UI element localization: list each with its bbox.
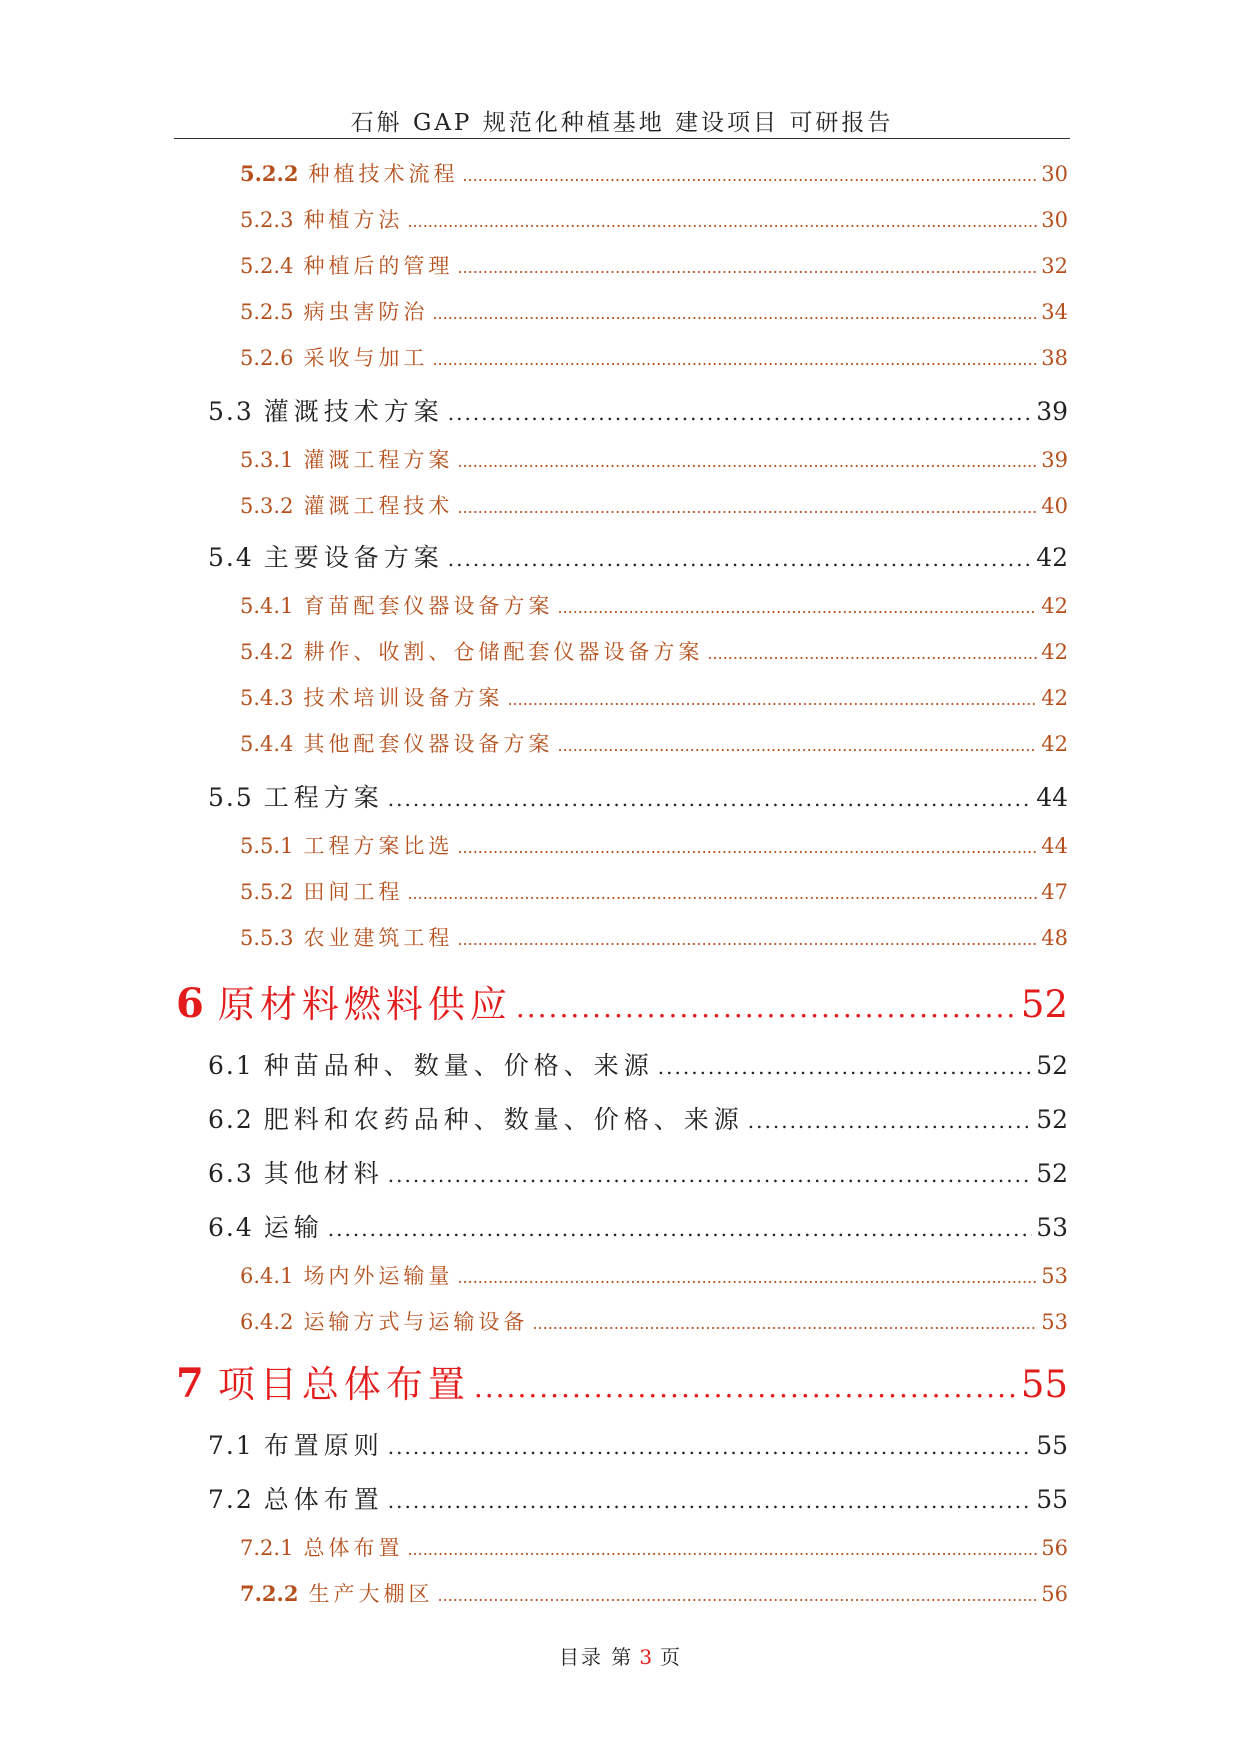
toc-title: 场内外运输量: [303, 1264, 454, 1288]
toc-title: 灌溉技术方案: [263, 397, 444, 426]
toc-title: 病虫害防治: [303, 300, 429, 324]
toc-leader: [457, 1268, 1037, 1287]
toc-number: 5.3.2: [240, 494, 294, 518]
toc-entry[interactable]: [240, 444, 1068, 474]
toc-leader: [457, 258, 1037, 277]
toc-title: 肥料和农药品种、数量、价格、来源: [263, 1105, 744, 1134]
toc-number: 5.2.6: [240, 346, 294, 370]
toc-leader: [457, 498, 1037, 517]
toc-entry[interactable]: [240, 682, 1068, 712]
toc-title: 田间工程: [303, 880, 404, 904]
toc-title: 耕作、收割、仓储配套仪器设备方案: [303, 640, 704, 664]
toc-page: 38: [1041, 346, 1068, 370]
toc-page: 55: [1036, 1485, 1068, 1514]
toc-entry[interactable]: [208, 1154, 1068, 1190]
toc-leader: [437, 1586, 1037, 1605]
toc-page: 39: [1036, 397, 1068, 426]
toc-title: 种苗品种、数量、价格、来源: [263, 1051, 654, 1080]
toc-entry[interactable]: [240, 490, 1068, 520]
toc-title: 灌溉工程技术: [303, 494, 454, 518]
toc-number: 7.2.2: [240, 1581, 299, 1606]
toc-entry[interactable]: [240, 342, 1068, 372]
page-number: 3: [639, 1645, 655, 1669]
toc-leader: [457, 838, 1037, 857]
toc-page: 42: [1036, 543, 1068, 572]
toc-page: 42: [1041, 686, 1068, 710]
toc-entry[interactable]: [208, 778, 1068, 814]
toc-entry[interactable]: [208, 1208, 1068, 1244]
toc-leader: [507, 690, 1037, 709]
toc-page: 55: [1020, 1363, 1068, 1406]
toc-chapter-title: 项目总体布置: [217, 1363, 470, 1406]
toc-entry[interactable]: [240, 250, 1068, 280]
toc-entry[interactable]: [240, 1260, 1068, 1290]
toc-page: 53: [1041, 1264, 1068, 1288]
toc-leader: [407, 1540, 1037, 1559]
toc-page: 42: [1041, 732, 1068, 756]
toc-leader: [328, 1217, 1032, 1241]
toc-number: 5.3.1: [240, 448, 294, 472]
toc-number: 5.4.2: [240, 640, 294, 664]
toc-number: 5.3: [208, 397, 254, 426]
toc-entry[interactable]: [208, 538, 1068, 574]
toc-leader: [748, 1109, 1032, 1133]
toc-number: 5.4: [208, 543, 254, 572]
toc-entry[interactable]: [208, 1426, 1068, 1462]
toc-page: 34: [1041, 300, 1068, 324]
toc-number: 5.5.2: [240, 880, 294, 904]
toc-chapter-entry[interactable]: [176, 1354, 1068, 1408]
footer-prefix: 目录 第: [558, 1645, 634, 1669]
toc-page: 42: [1041, 594, 1068, 618]
toc-page: 56: [1041, 1536, 1068, 1560]
toc-title: 总体布置: [303, 1536, 404, 1560]
toc-number: 5.5: [208, 783, 254, 812]
toc-leader: [658, 1055, 1032, 1079]
toc-entry[interactable]: [240, 728, 1068, 758]
toc-entry[interactable]: [240, 1578, 1068, 1608]
toc-leader: [474, 1371, 1017, 1404]
toc-page: 52: [1020, 983, 1068, 1026]
toc-title: 采收与加工: [303, 346, 429, 370]
page-footer: [0, 1641, 1241, 1670]
toc-page: 55: [1036, 1431, 1068, 1460]
toc-number: 5.4.4: [240, 732, 294, 756]
toc-number: 6.4: [208, 1213, 254, 1242]
toc-title: 布置原则: [263, 1431, 384, 1460]
toc-number: 5.2.4: [240, 254, 294, 278]
toc-number: 6.4.2: [240, 1310, 294, 1334]
footer-suffix: 页: [660, 1645, 683, 1669]
toc-number: 5.4.1: [240, 594, 294, 618]
toc-entry[interactable]: [208, 1480, 1068, 1516]
toc-leader: [557, 736, 1037, 755]
toc-leader: [448, 401, 1032, 425]
toc-leader: [407, 212, 1037, 231]
toc-page: 52: [1036, 1105, 1068, 1134]
toc-page: 40: [1041, 494, 1068, 518]
toc-page: 30: [1041, 208, 1068, 232]
toc-page: 42: [1041, 640, 1068, 664]
toc-entry[interactable]: [240, 830, 1068, 860]
toc-entry[interactable]: [240, 636, 1068, 666]
toc-title: 育苗配套仪器设备方案: [303, 594, 554, 618]
toc-page: 48: [1041, 926, 1068, 950]
toc-entry[interactable]: [240, 922, 1068, 952]
toc-leader: [388, 1435, 1032, 1459]
toc-title: 其他材料: [263, 1159, 384, 1188]
toc-number: 6.3: [208, 1159, 254, 1188]
toc-leader: [388, 1489, 1032, 1513]
toc-title: 工程方案比选: [303, 834, 454, 858]
toc-title: 运输方式与运输设备: [303, 1310, 529, 1334]
toc-title: 运输: [263, 1213, 324, 1242]
toc-number: 5.4.3: [240, 686, 294, 710]
toc-entry[interactable]: [240, 296, 1068, 326]
toc-number: 5.2.5: [240, 300, 294, 324]
toc-page: 47: [1041, 880, 1068, 904]
toc-page: 52: [1036, 1159, 1068, 1188]
toc-number: 7.1: [208, 1431, 254, 1460]
toc-entry[interactable]: [240, 876, 1068, 906]
toc-number: 6.2: [208, 1105, 254, 1134]
toc-title: 主要设备方案: [263, 543, 444, 572]
toc-number: 5.2.2: [240, 161, 299, 186]
toc-leader: [388, 1163, 1032, 1187]
toc-page: 56: [1041, 1582, 1068, 1606]
toc-leader: [462, 166, 1037, 185]
toc-leader: [457, 930, 1037, 949]
toc-title: 工程方案: [263, 783, 384, 812]
toc-leader: [432, 350, 1037, 369]
toc-leader: [532, 1314, 1037, 1333]
toc-entry[interactable]: [240, 158, 1068, 188]
toc-title: 种植技术流程: [308, 162, 459, 186]
toc-number: 6.4.1: [240, 1264, 294, 1288]
toc-title: 农业建筑工程: [303, 926, 454, 950]
toc-title: 生产大棚区: [308, 1582, 434, 1606]
toc-title: 其他配套仪器设备方案: [303, 732, 554, 756]
toc-page: 44: [1036, 783, 1068, 812]
toc-entry[interactable]: [240, 590, 1068, 620]
toc-number: 5.2.3: [240, 208, 294, 232]
toc-leader: [407, 884, 1037, 903]
toc-page: 53: [1041, 1310, 1068, 1334]
toc-entry[interactable]: [208, 392, 1068, 428]
toc-leader: [557, 598, 1037, 617]
toc-entry[interactable]: [240, 204, 1068, 234]
toc-page: 53: [1036, 1213, 1068, 1242]
toc-chapter-number: 6: [176, 980, 204, 1027]
toc-title: 技术培训设备方案: [303, 686, 504, 710]
toc-leader: [707, 644, 1037, 663]
toc-number: 7.2.1: [240, 1536, 294, 1560]
toc-page: 32: [1041, 254, 1068, 278]
toc-page: 30: [1041, 162, 1068, 186]
toc-chapter-title: 原材料燃料供应: [217, 983, 512, 1026]
toc-leader: [388, 787, 1032, 811]
toc-page: 52: [1036, 1051, 1068, 1080]
toc-leader: [432, 304, 1037, 323]
toc-leader: [516, 991, 1017, 1024]
running-header: 石斛 GAP 规范化种植基地 建设项目 可研报告: [350, 110, 894, 136]
toc-chapter-entry[interactable]: [176, 974, 1068, 1028]
toc-title: 总体布置: [263, 1485, 384, 1514]
toc-number: 5.5.1: [240, 834, 294, 858]
toc-title: 灌溉工程方案: [303, 448, 454, 472]
toc-number: 6.1: [208, 1051, 254, 1080]
toc-chapter-number: 7: [176, 1360, 204, 1407]
toc-entry[interactable]: [208, 1046, 1068, 1082]
toc-page: 39: [1041, 448, 1068, 472]
toc-page: 44: [1041, 834, 1068, 858]
toc-entry[interactable]: [208, 1100, 1068, 1136]
toc-number: 5.5.3: [240, 926, 294, 950]
toc-number: 7.2: [208, 1485, 254, 1514]
toc-title: 种植后的管理: [303, 254, 454, 278]
toc-title: 种植方法: [303, 208, 404, 232]
toc-entry[interactable]: [240, 1306, 1068, 1336]
toc-leader: [457, 452, 1037, 471]
toc-entry[interactable]: [240, 1532, 1068, 1562]
toc-leader: [448, 547, 1032, 571]
